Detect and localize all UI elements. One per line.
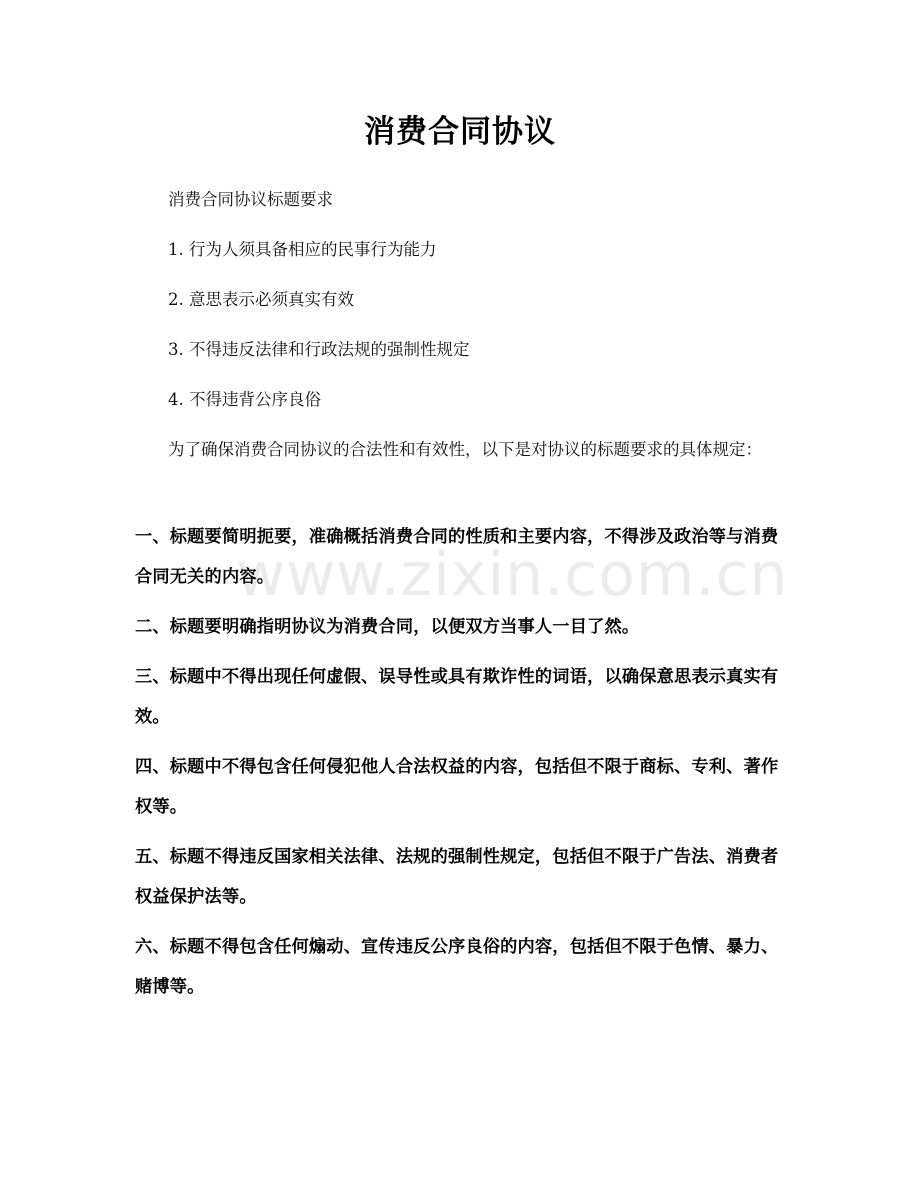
watermark: www.zixin.com.cn — [236, 540, 789, 610]
intro-line: 消费合同协议标题要求 — [168, 190, 333, 209]
rule-item-2: 二、标题要明确指明协议为消费合同，以便双方当事人一目了然。 — [135, 617, 640, 637]
requirement-item-2: 2. 意思表示必须真实有效 — [168, 290, 354, 309]
requirement-item-1: 1. 行为人须具备相应的民事行为能力 — [168, 240, 437, 259]
requirement-item-4: 4. 不得违背公序良俗 — [168, 390, 321, 409]
rule-item-1: 一、标题要简明扼要，准确概括消费合同的性质和主要内容，不得涉及政治等与消费合同无关的内容。 — [135, 527, 779, 587]
lead-paragraph: 为了确保消费合同协议的合法性和有效性，以下是对协议的标题要求的具体规定： — [168, 440, 762, 459]
requirement-item-3: 3. 不得违反法律和行政法规的强制性规定 — [168, 340, 470, 359]
rule-item-5: 五、标题不得违反国家相关法律、法规的强制性规定，包括但不限于广告法、消费者权益保护法等。 — [135, 847, 779, 907]
rule-item-6: 六、标题不得包含任何煽动、宣传违反公序良俗的内容，包括但不限于色情、暴力、赌博等。 — [135, 937, 779, 997]
page-title: 消费合同协议 — [364, 114, 556, 150]
rule-item-4: 四、标题中不得包含任何侵犯他人合法权益的内容，包括但不限于商标、专利、著作权等。 — [135, 757, 779, 817]
rule-item-3: 三、标题中不得出现任何虚假、误导性或具有欺诈性的词语，以确保意思表示真实有效。 — [135, 667, 779, 727]
